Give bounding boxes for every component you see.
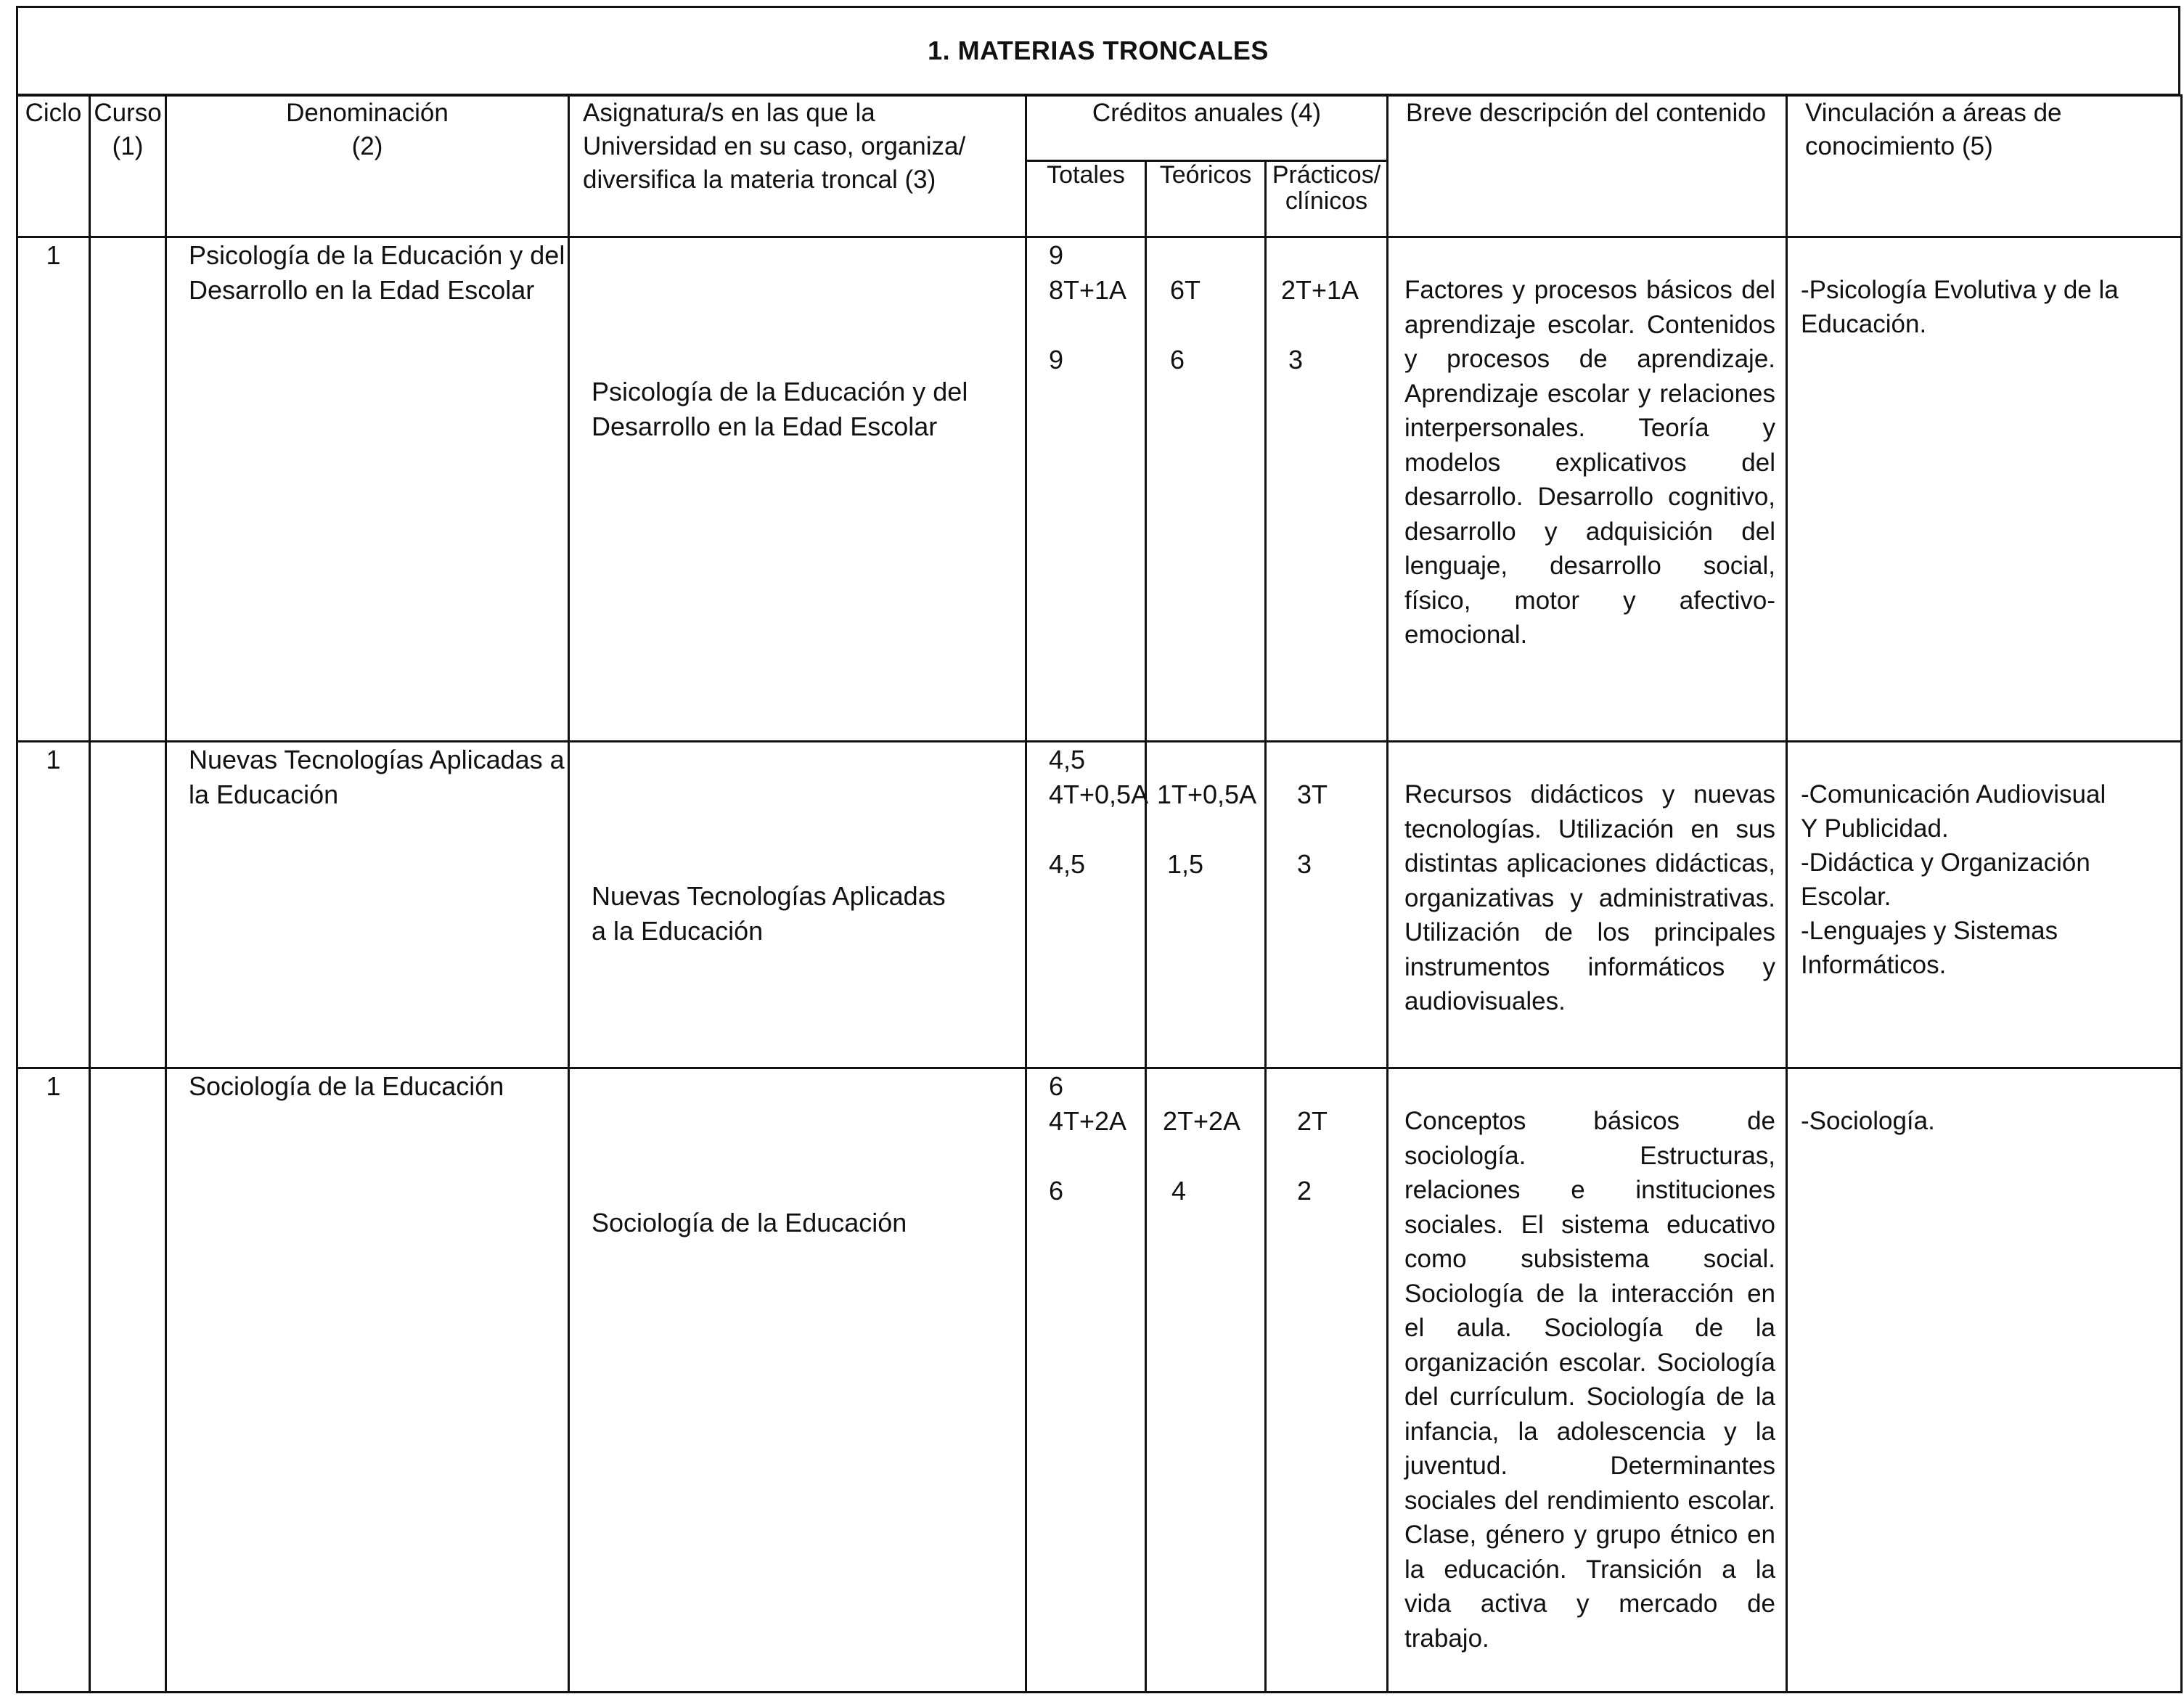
cell-teoricos [1146,1068,1266,1693]
col-header-denominacion: Denominación (2) [166,96,569,237]
practicos-asignatura: 3 [1288,345,1304,375]
table-row [17,742,2182,1068]
total-materia: 4,5 [1049,745,1086,774]
cell-practicos [1266,1068,1388,1693]
cell-asignatura: Nuevas Tecnologías Aplicadas a la Educación [569,742,1026,1068]
cell-descripcion: Factores y procesos básicos del aprendizaje escolar. Contenidos y procesos de aprendizaje. Aprendizaje escolar y relaciones interpersonales. Teoría y modelos explicativos del desarrollo. Desarrollo cognitivo, desarrollo y adquisición del lenguaje, desarrollo social, físico, motor y afectivo-emocional. [1388,237,1787,742]
total-asignatura: 4,5 [1049,849,1086,879]
col-header-descripcion: Breve descripción del contenido [1388,96,1787,237]
total-asignatura: 6 [1049,1176,1064,1206]
cell-practicos [1266,742,1388,1068]
practicos-materia: 2T+1A [1281,275,1359,305]
teoricos-materia: 2T+2A [1163,1106,1241,1136]
total-materia: 6 [1049,1071,1064,1101]
teoricos-materia: 1T+0,5A [1157,780,1257,809]
col-header-teoricos: Teóricos [1146,161,1266,237]
cell-ciclo: 1 [17,1068,90,1693]
cell-teoricos [1146,237,1266,742]
cell-totales [1026,1068,1146,1693]
teoricos-asignatura: 4 [1171,1176,1187,1206]
header-row [17,96,2182,161]
cell-descripcion: Conceptos básicos de sociología. Estructuras, relaciones e instituciones sociales. El sistema educativo como subsistema social. Sociología de la interacción en el aula. Sociología de la organización escolar. Sociología del currículum. Sociología de la infancia, la adolescencia y la juventud. Determinantes sociales del rendimiento escolar. Clase, género y grupo étnico en la educación. Transición a la vida activa y mercado de trabajo. [1388,1068,1787,1693]
table-row [17,237,2182,742]
cell-ciclo: 1 [17,237,90,742]
col-header-totales: Totales [1026,161,1146,237]
col-header-vinculacion: Vinculación a áreas de conocimiento (5) [1787,96,2182,237]
cell-asignatura: Sociología de la Educación [569,1068,1026,1693]
cell-practicos [1266,237,1388,742]
cell-totales [1026,742,1149,1068]
cell-descripcion: Recursos didácticos y nuevas tecnologías. Utilización en sus distintas aplicaciones didácticas, organizativas y administrativas. Utilización de los principales instrumentos informáticos y audiovisuales. [1388,742,1787,1068]
table-row [17,1068,2182,1693]
cell-curso [90,1068,166,1693]
total-split: 4T+2A [1049,1106,1127,1136]
col-header-curso: Curso (1) [90,96,166,237]
cell-ciclo: 1 [17,742,90,1068]
materias-table [16,94,2183,1693]
practicos-materia: 3T [1297,780,1328,809]
total-materia: 9 [1049,240,1064,270]
teoricos-asignatura: 6 [1170,345,1185,375]
cell-asignatura: Psicología de la Educación y del Desarrollo en la Edad Escolar [569,237,1026,742]
col-header-ciclo: Ciclo [17,96,90,237]
teoricos-asignatura: 1,5 [1167,849,1204,879]
cell-vinculacion: -Sociología. [1787,1068,2182,1693]
cell-denominacion: Nuevas Tecnologías Aplicadas a la Educación [166,742,569,1068]
cell-teoricos [1146,742,1266,1068]
practicos-materia: 2T [1297,1106,1328,1136]
col-header-practicos: Prácticos/ clínicos [1266,161,1388,237]
practicos-asignatura: 2 [1297,1176,1312,1206]
cell-totales [1026,237,1146,742]
col-header-asignatura: Asignatura/s en las que la Universidad en su caso, organiza/ diversifica la materia troncal (3) [569,96,1026,237]
teoricos-materia: 6T [1170,275,1201,305]
cell-curso [90,237,166,742]
practicos-asignatura: 3 [1297,849,1312,879]
cell-vinculacion: -Psicología Evolutiva y de la Educación. [1787,237,2182,742]
total-asignatura: 9 [1049,345,1064,375]
total-split: 8T+1A [1049,275,1127,305]
cell-curso [90,742,166,1068]
cell-denominacion: Psicología de la Educación y del Desarrollo en la Edad Escolar [166,237,569,742]
cell-vinculacion: -Comunicación Audiovisual Y Publicidad. -Didáctica y Organización Escolar. -Lenguajes y Sistemas Informáticos. [1787,742,2182,1068]
col-header-creditos: Créditos anuales (4) [1026,96,1388,161]
total-split: 4T+0,5A [1049,780,1149,809]
page-title: 1. MATERIAS TRONCALES [16,6,2180,96]
cell-denominacion: Sociología de la Educación [166,1068,569,1693]
